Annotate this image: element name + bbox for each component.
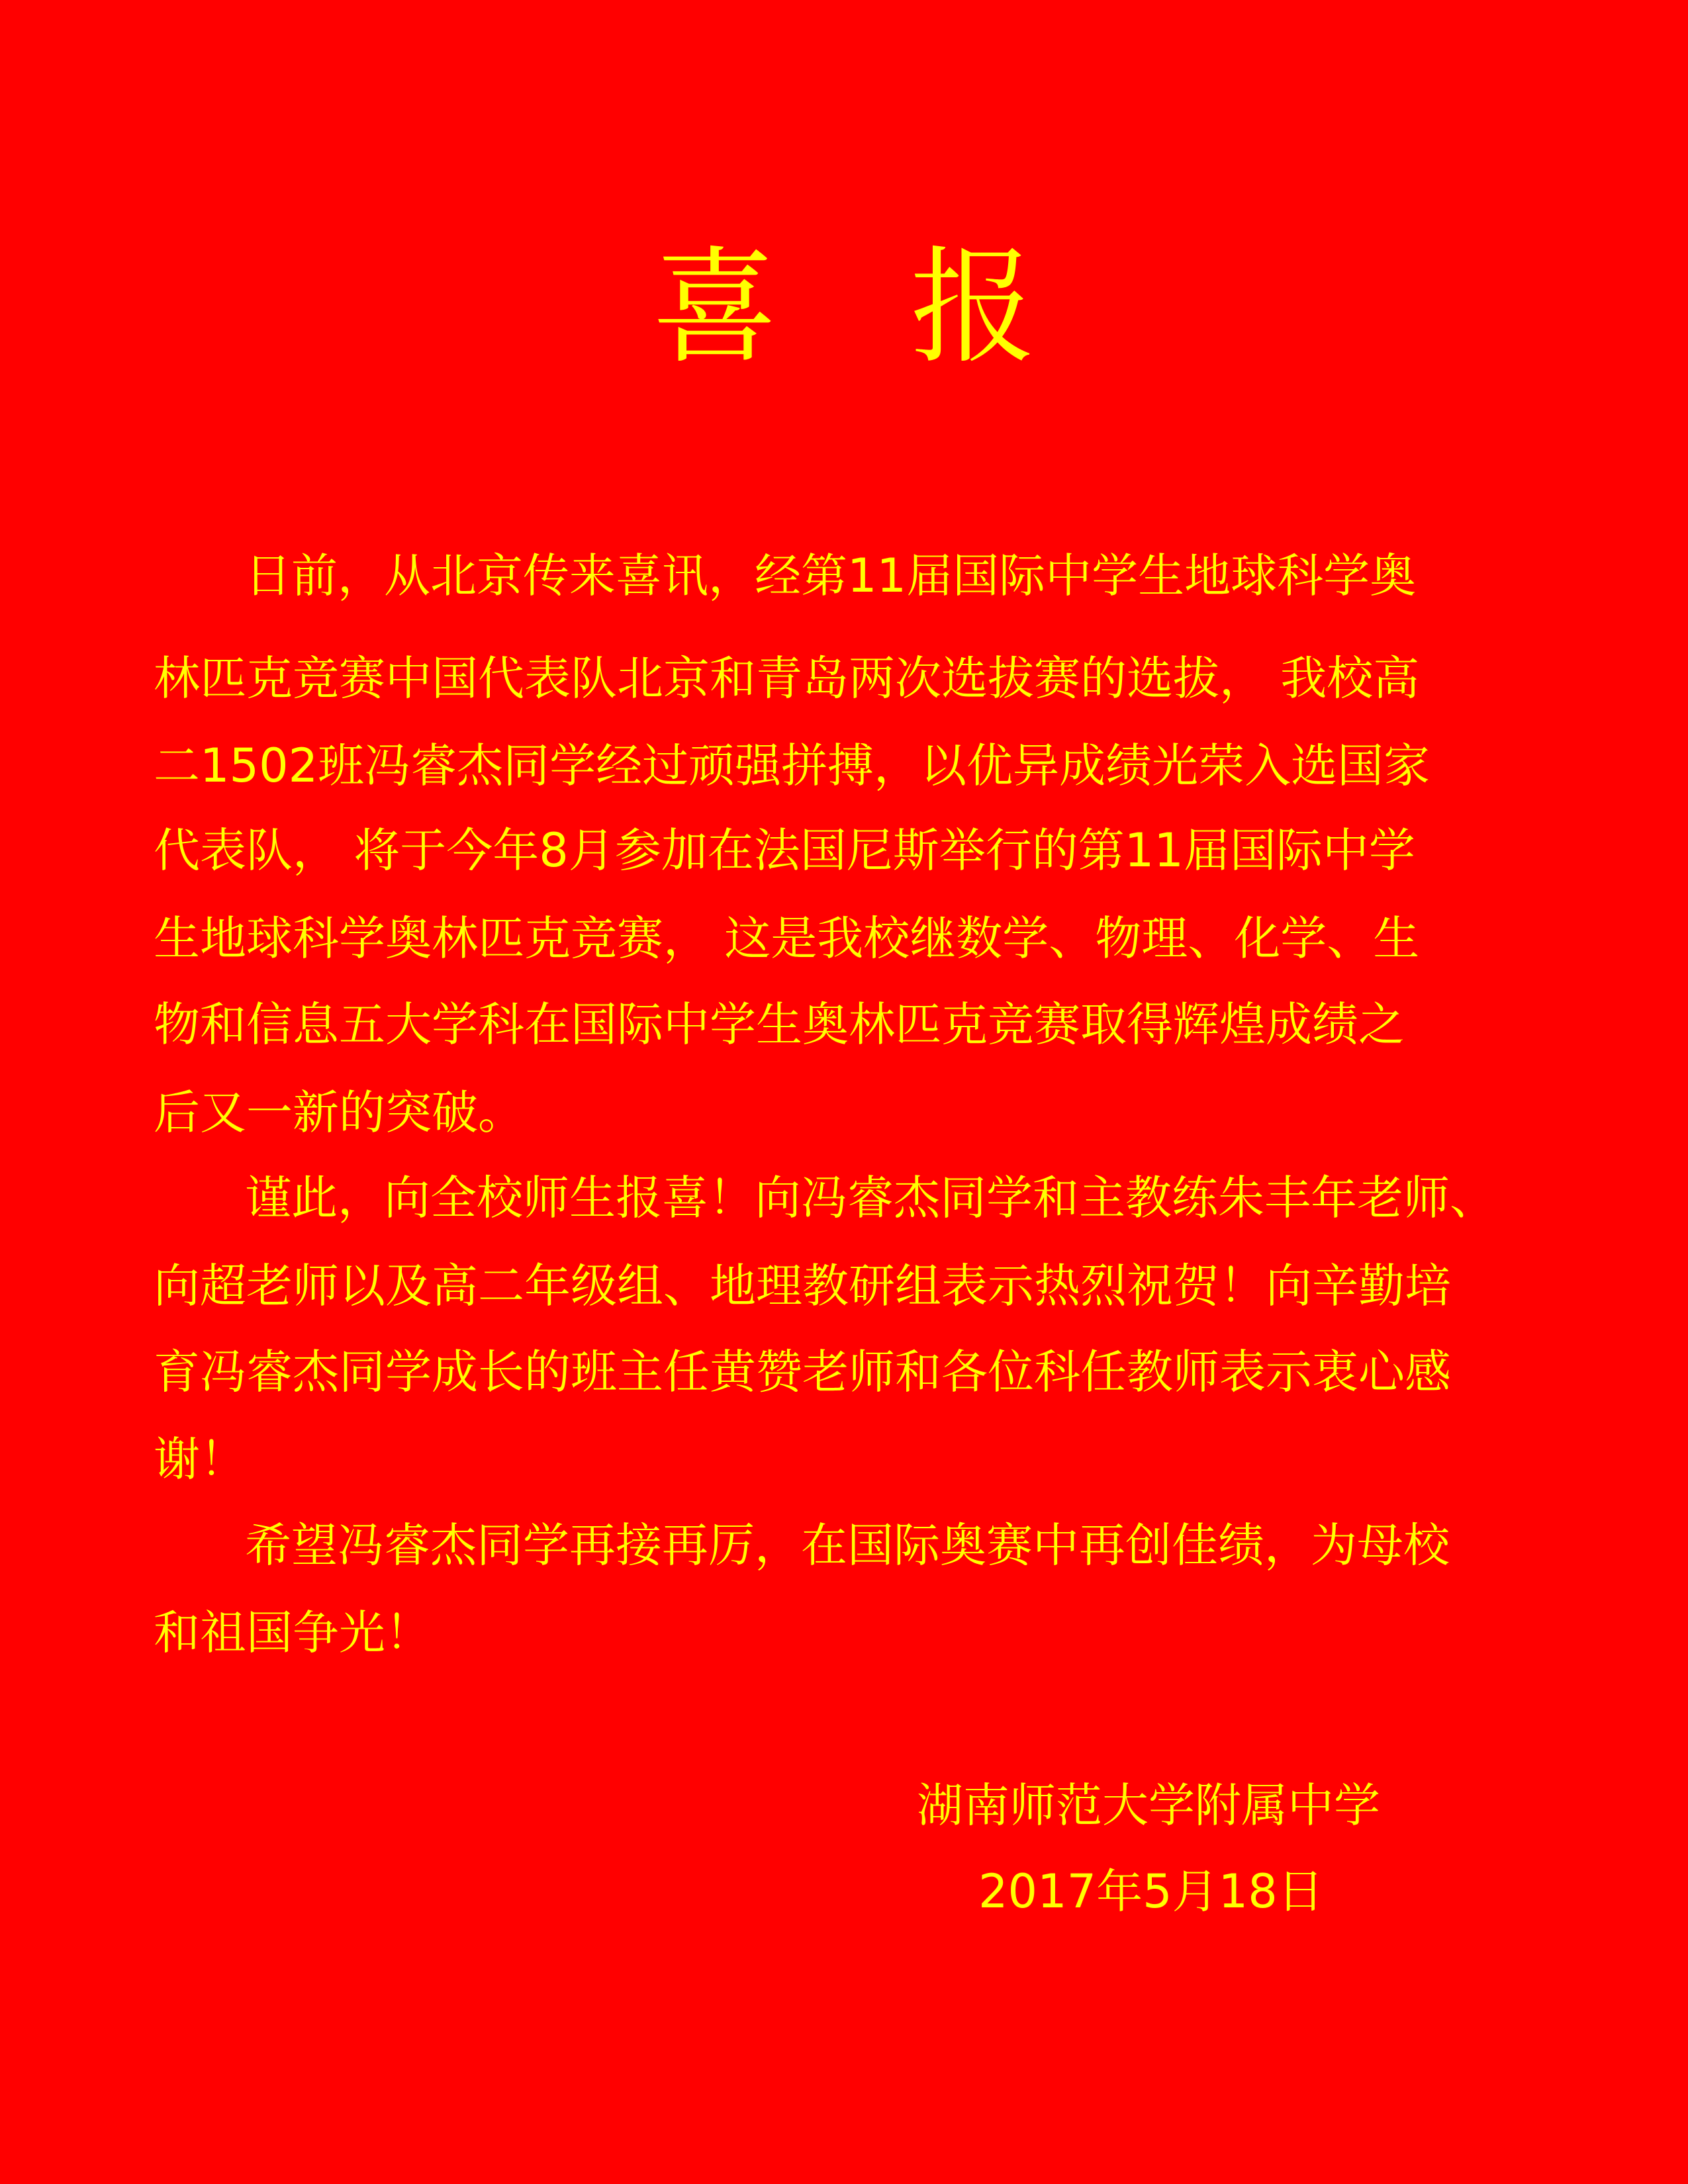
page-title <box>0 234 1688 381</box>
title-char-2: 报 <box>910 234 1037 381</box>
body-line-3: 二1502班冯睿杰同学经过顽强拼搏，以优异成绩光荣入选国家 <box>154 739 1430 793</box>
body-line-5: 生地球科学奥林匹克竞赛， 这是我校继数学、物理、化学、生 <box>154 911 1420 966</box>
body-line-13: 和祖国争光！ <box>154 1606 432 1660</box>
body-line-10: 育冯睿杰同学成长的班主任黄赞老师和各位科任教师表示衷心感 <box>154 1345 1451 1399</box>
title-char-1: 喜 <box>651 234 778 381</box>
body-line-9: 向超老师以及高二年级组、地理教研组表示热烈祝贺！向辛勤培 <box>154 1259 1451 1313</box>
body-line-1: 日前，从北京传来喜讯，经第11届国际中学生地球科学奥 <box>245 549 1417 603</box>
body-line-2: 林匹克竞赛中国代表队北京和青岛两次选拔赛的选拔， 我校高 <box>154 651 1420 705</box>
signature-date: 2017年5月18日 <box>978 1864 1324 1919</box>
body-line-11: 谢！ <box>154 1432 246 1486</box>
body-line-6: 物和信息五大学科在国际中学生奥林匹克竞赛取得辉煌成绩之 <box>154 997 1405 1052</box>
signature-school: 湖南师范大学附属中学 <box>917 1778 1380 1833</box>
body-line-4: 代表队， 将于今年8月参加在法国尼斯举行的第11届国际中学 <box>154 823 1415 878</box>
body-line-8: 谨此，向全校师生报喜！向冯睿杰同学和主教练朱丰年老师、 <box>245 1171 1496 1225</box>
body-line-12: 希望冯睿杰同学再接再厉，在国际奥赛中再创佳绩，为母校 <box>245 1518 1450 1572</box>
body-line-7: 后又一新的突破。 <box>154 1085 524 1140</box>
